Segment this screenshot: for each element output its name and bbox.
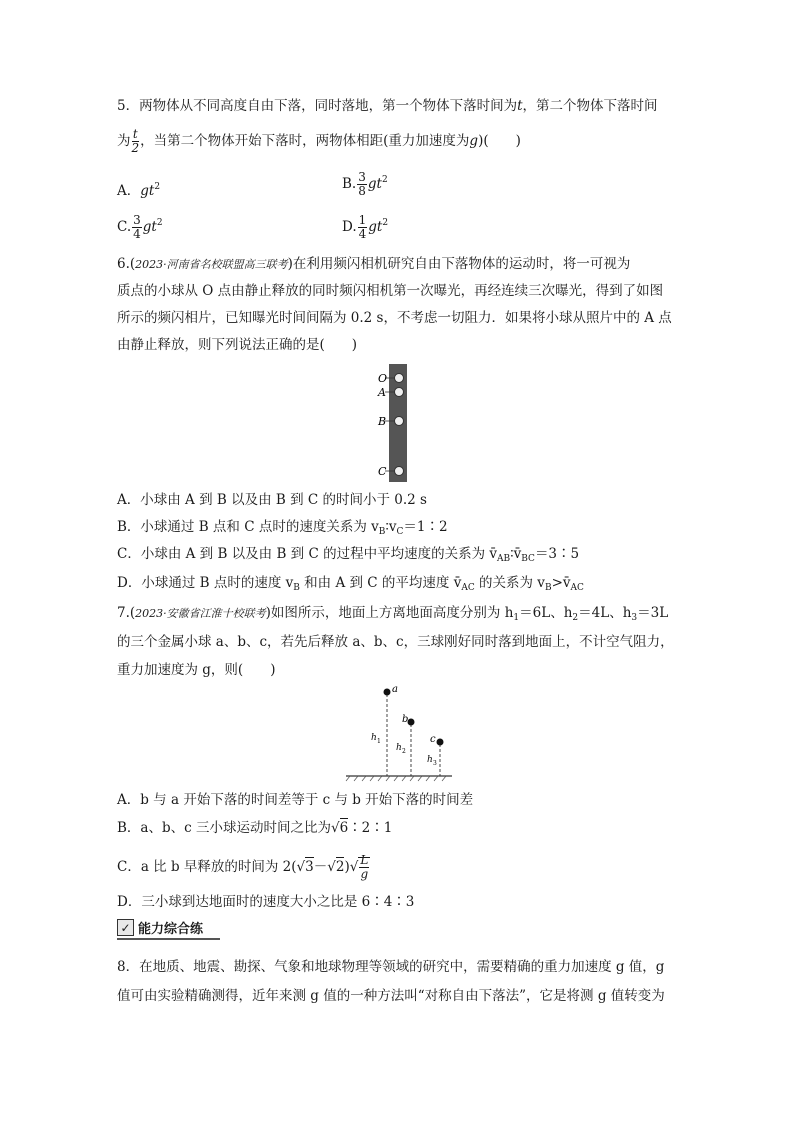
q5-option-a: A．$gt^2$ [117,182,161,199]
ball-a [384,689,391,696]
ball-a [395,388,404,397]
svg-text:1: 1 [377,738,381,745]
label-o: O [378,372,388,385]
label-h3: h [427,755,433,765]
q6-option-c: C．小球由 A 到 B 以及由 B 到 C 的过程中平均速度的关系为 $v̄_{AB}∶v̄_{BC}=3∶5$ [117,546,580,564]
q8-stem-line2: 值可由实验精确测得，近年来测 g 值的一种方法叫“对称自由下落法”，它是将测 g 值转变为 [117,988,665,1004]
label-h2: h [396,743,402,753]
svg-text:2: 2 [402,748,406,755]
label-c: c [430,734,436,745]
label-b: B [378,415,387,428]
q8-stem-line1: 8．在地质、地震、勘探、气象和地球物理等领域的研究中，需要精确的重力加速度 g 值，g [117,959,665,975]
q6-stem-line4: 由静止释放，则下列说法正确的是( ) [117,337,358,353]
section-underline [117,938,220,940]
ball-c [395,467,404,476]
q6-stem-line2: 质点的小球从 O 点由静止释放的同时频闪相机第一次曝光，再经连续三次曝光，得到了如图 [117,283,664,299]
strobe-photo-figure [374,364,414,482]
section-title: 能力综合练 [138,922,204,937]
q5-stem-line1: 5．两物体从不同高度自由下落，同时落地，第一个物体下落时间为t，第二个物体下落时间 [117,98,658,114]
fraction: $\frac{t}{2}$ [131,127,140,155]
check-icon: ✓ [117,919,134,936]
ball-o [395,374,404,383]
q6-option-a: A．小球由 A 到 B 以及由 B 到 C 的时间小于 0.2 s [117,492,427,508]
q7-option-a: A．b 与 a 开始下落的时间差等于 c 与 b 开始下落的时间差 [117,792,474,808]
ball-b [408,719,415,726]
svg-text:3: 3 [433,760,437,767]
q6-option-b: B．小球通过 B 点和 C 点时的速度关系为 $v_B∶v_C=1∶2$ [117,519,448,537]
q7-option-b: B．a、b、c 三小球运动时间之比为√6∶2∶1 [117,820,393,836]
q7-stem-line2: 的三个金属小球 a、b、c，若先后释放 a、b、c，三球刚好同时落到地面上，不计空气阻力， [117,634,674,650]
ball-c [437,739,444,746]
q7-option-c: C．a 比 b 早释放的时间为 2(√3－√2)√ $\frac{L}{g}$ [117,853,369,881]
label-c: C [378,465,387,478]
label-a: a [392,684,398,695]
q7-stem-line3: 重力加速度为 g，则( ) [117,662,276,678]
q5-option-d: D. $\frac{1}{4}$ $gt^2$ [342,213,389,241]
q5-option-b: B. $\frac{3}{8}$ $gt^2$ [342,170,388,198]
q5-option-c: C. $\frac{3}{4}$ $gt^2$ [117,213,163,241]
label-b: b [402,714,409,725]
label-h1: h [371,733,377,743]
q6-option-d: D．小球通过 B 点时的速度 $v_B$ 和由 A 到 C 的平均速度 $v̄_{AC}$ 的关系为 $v_B>v̄_{AC}$ [117,575,584,593]
ball-b [395,417,404,426]
q5-stem-line2: 为 $\frac{t}{2}$ ，当第二个物体开始下落时，两物体相距(重力加速度为g)( ) [117,127,521,155]
q6-stem-line3: 所示的频闪相片，已知曝光时间间隔为 0.2 s，不考虑一切阻力．如果将小球从照片中的 A 点 [117,310,672,326]
q7-option-d: D．三小球到达地面时的速度大小之比是 6∶4∶3 [117,894,415,910]
label-a: A [378,386,386,399]
q6-stem-line1: 6.(2023·河南省名校联盟高三联考)在利用频闪相机研究自由下落物体的运动时，将一可视为 [117,256,631,272]
q7-stem-line1: 7.(2023·安徽省江淮十校联考)如图所示，地面上方离地面高度分别为 $h_1=6L$、$h_2=4L$、$h_3=3L$ [117,605,669,623]
three-balls-figure [342,682,454,782]
section-header [117,918,203,937]
